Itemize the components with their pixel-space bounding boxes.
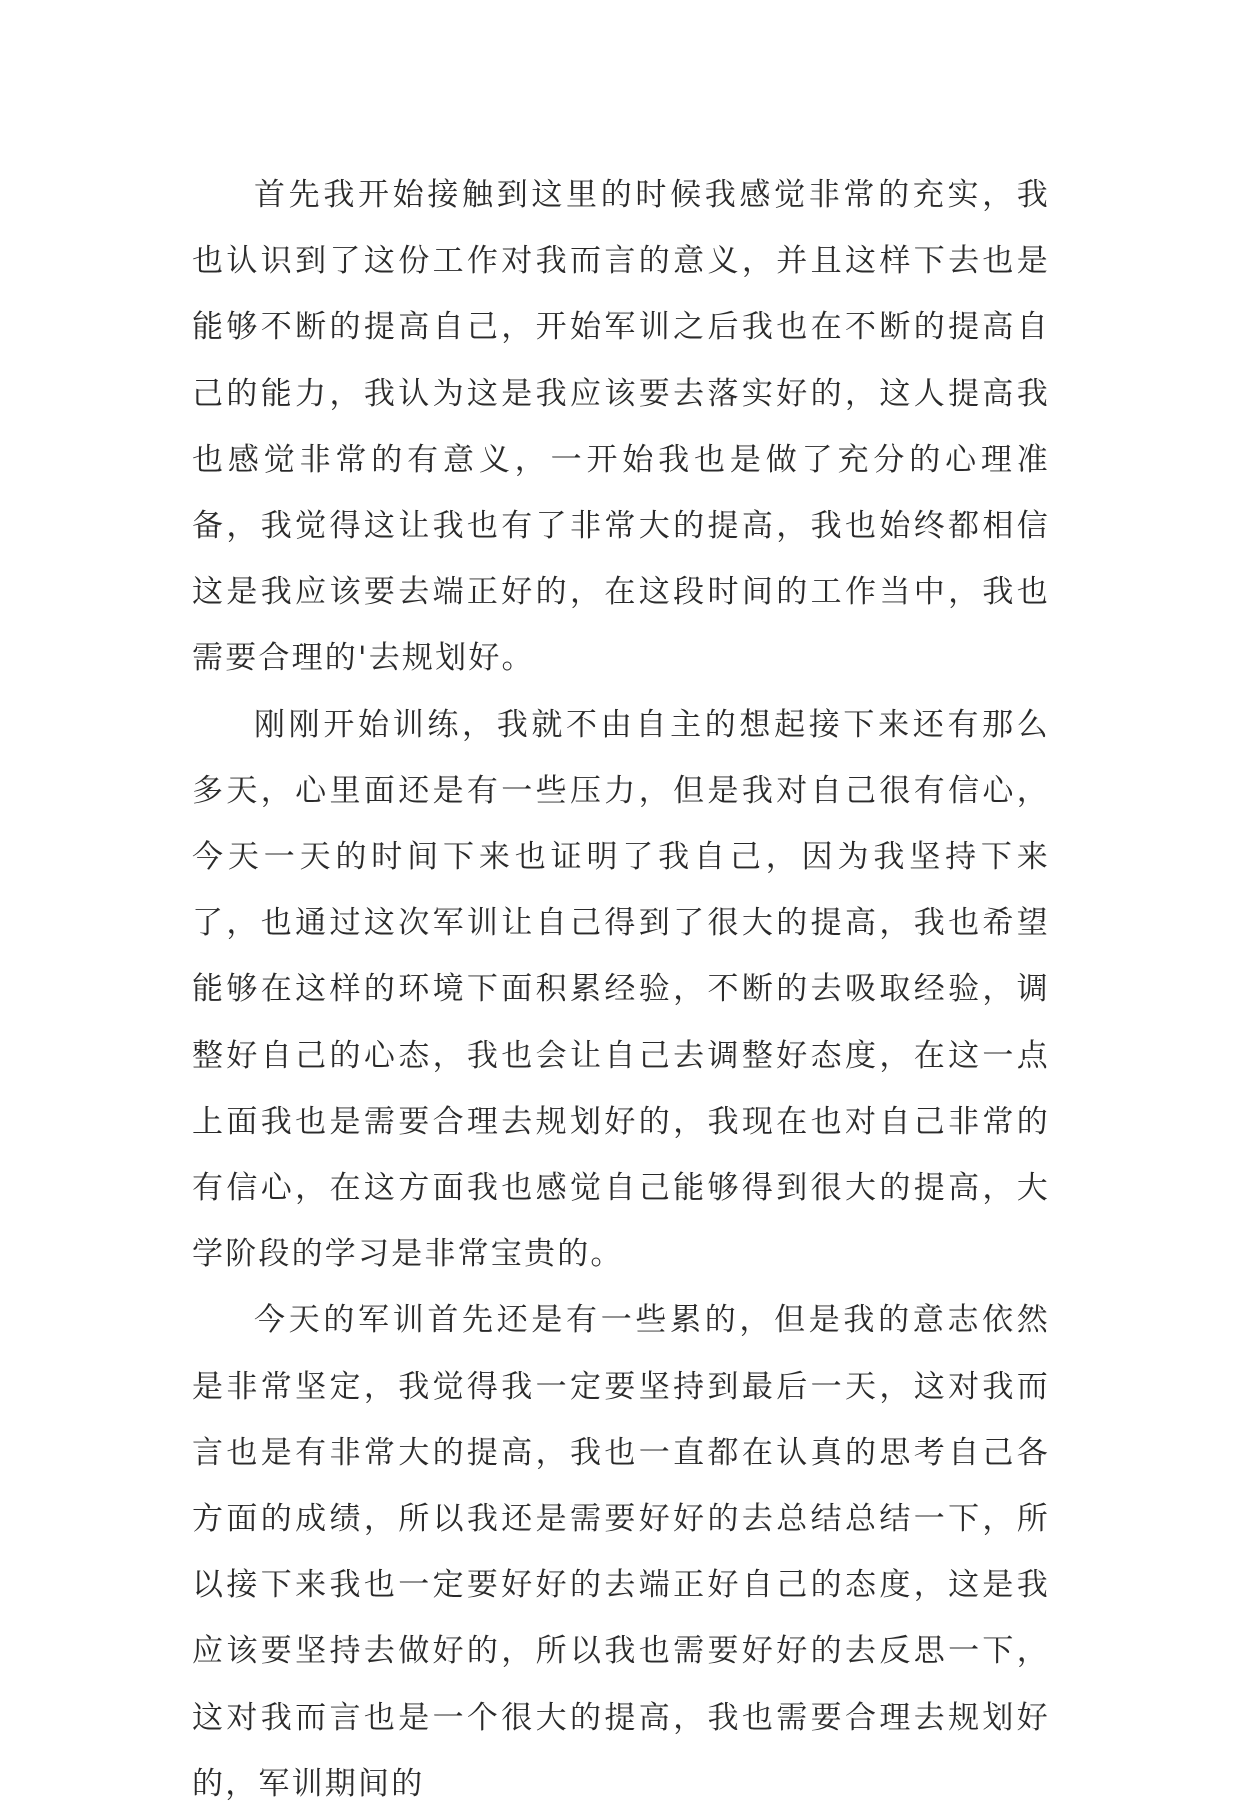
paragraph-1: 首先我开始接触到这里的时候我感觉非常的充实，我也认识到了这份工作对我而言的意义，并且这样下去也是能够不断的提高自己，开始军训之后我也在不断的提高自己的能力，我认为这是我应该要去落实好的，这人提高我也感觉非常的有意义，一开始我也是做了充分的心理准备，我觉得这让我也有了非常大的提高，我也始终都相信这是我应该要去端正好的，在这段时间的工作当中，我也需要合理的'去规划好。 [192, 177, 1050, 677]
paragraph-2: 刚刚开始训练，我就不由自主的想起接下来还有那么多天，心里面还是有一些压力，但是我对自己很有信心，今天一天的时间下来也证明了我自己，因为我坚持下来了，也通过这次军训让自己得到了很大的提高，我也希望能够在这样的环境下面积累经验，不断的去吸取经验，调整好自己的心态，我也会让自己去调整好态度，在这一点上面我也是需要合理去规划好的，我现在也对自己非常的有信心，在这方面我也感觉自己能够得到很大的提高，大学阶段的学习是非常宝贵的。 [192, 706, 1050, 1273]
body-text [192, 162, 1050, 1817]
paragraph-3: 今天的军训首先还是有一些累的，但是我的意志依然是非常坚定，我觉得我一定要坚持到最后一天，这对我而言也是有非常大的提高，我也一直都在认真的思考自己各方面的成绩，所以我还是需要好好的去总结总结一下，所以接下来我也一定要好好的去端正好自己的态度，这是我应该要坚持去做好的，所以我也需要好好的去反思一下，这对我而言也是一个很大的提高，我也需要合理去规划好的，军训期间的 [192, 1302, 1050, 1802]
